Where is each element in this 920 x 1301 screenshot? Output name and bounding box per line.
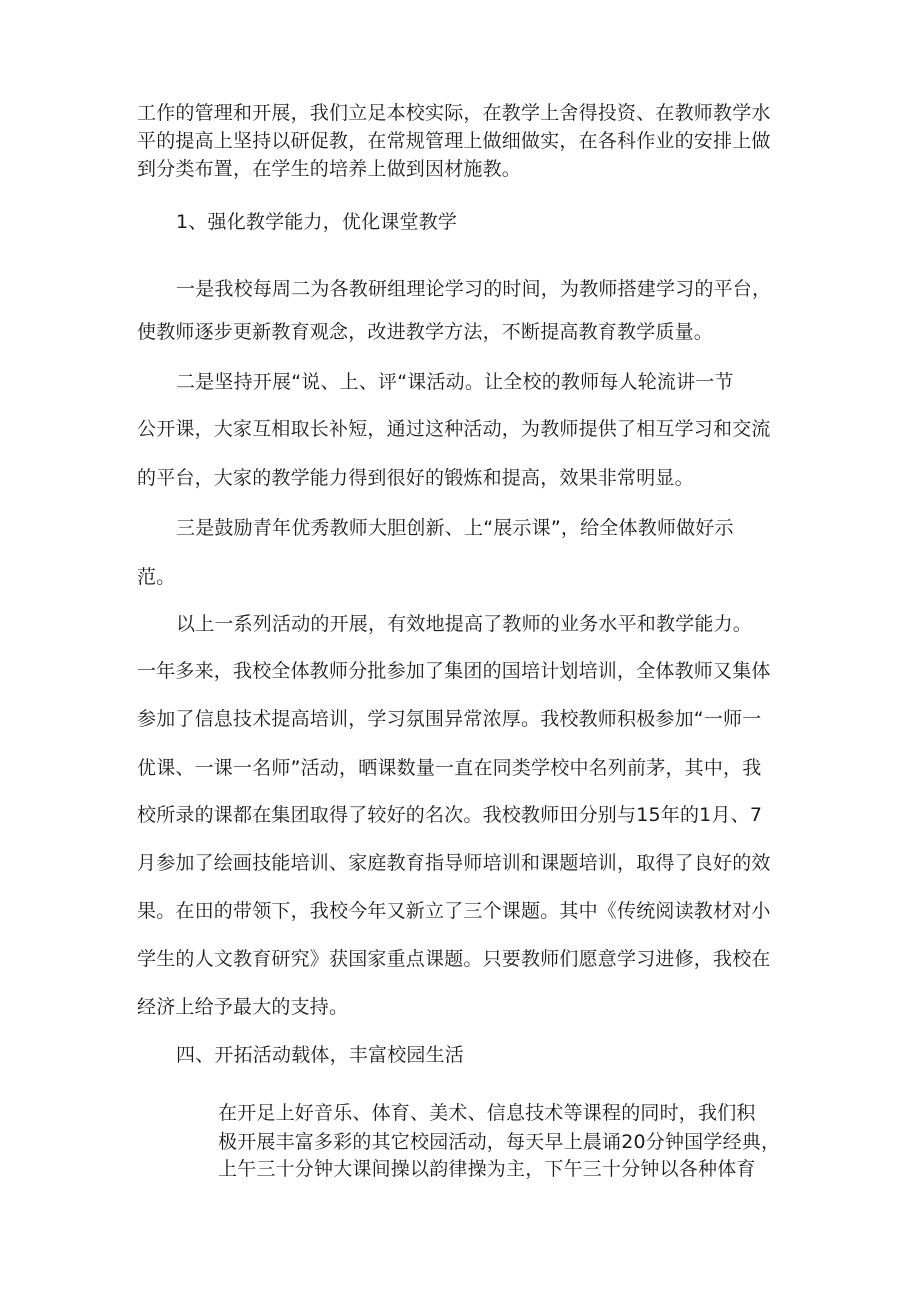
section-heading-4: 四、开拓活动载体，丰富校园生活: [176, 1044, 465, 1066]
text-line: 二是坚持开展“说、上、评“课活动。让全校的教师每人轮流讲一节: [176, 371, 734, 393]
text-line: 月参加了绘画技能培训、家庭教育指导师培训和课题培训，取得了良好的效: [137, 852, 771, 874]
text-line: 三是鼓励青年优秀教师大胆创新、上“展示课”，给全体教师做好示: [176, 517, 734, 539]
section-heading-1: 1、强化教学能力，优化课堂教学: [176, 211, 458, 233]
text-line: 学生的人文教育研究》获国家重点课题。只要教师们愿意学习进修，我校在: [137, 948, 771, 970]
text-line: 使教师逐步更新教育观念，改进教学方法，不断提高教育教学质量。: [137, 321, 714, 343]
text-line: 优课、一课一名师”活动，晒课数量一直在同类学校中名列前茅，其中，我: [137, 757, 762, 779]
text-line: 参加了信息技术提高培训，学习氛围异常浓厚。我校教师积极参加“一师一: [137, 708, 762, 730]
text-line: 的平台，大家的教学能力得到很好的锻炼和提高，效果非常明显。: [137, 467, 694, 489]
text-line: 到分类布置，在学生的培养上做到因材施教。: [137, 158, 522, 180]
text-line: 上午三十分钟大课间操以韵律操为主，下午三十分钟以各种体育: [218, 1158, 756, 1180]
text-line: 工作的管理和开展，我们立足本校实际，在教学上舍得投资、在教师教学水: [137, 102, 771, 124]
text-line: 果。在田的带领下，我校今年又新立了三个课题。其中《传统阅读教材对小: [137, 900, 771, 922]
text-line: 公开课，大家互相取长补短，通过这种活动，为教师提供了相互学习和交流: [137, 418, 771, 440]
text-line: 在开足上好音乐、体育、美术、信息技术等课程的同时，我们积: [218, 1102, 756, 1124]
text-line: 平的提高上坚持以研促教，在常规管理上做细做实，在各科作业的安排上做: [137, 130, 771, 152]
text-line: 校所录的课都在集团取得了较好的名次。我校教师田分别与15年的1月、7: [137, 804, 763, 826]
text-line: 以上一系列活动的开展，有效地提高了教师的业务水平和教学能力。: [176, 613, 753, 635]
text-line: 一年多来，我校全体教师分批参加了集团的国培计划培训，全体教师又集体: [137, 660, 771, 682]
text-line: 一是我校每周二为各教研组理论学习的时间，为教师搭建学习的平台，: [176, 278, 772, 300]
text-line: 极开展丰富多彩的其它校园活动，每天早上晨诵20分钟国学经典，: [218, 1131, 781, 1153]
text-line: 经济上给予最大的支持。: [137, 996, 349, 1018]
text-line: 范。: [137, 566, 176, 588]
